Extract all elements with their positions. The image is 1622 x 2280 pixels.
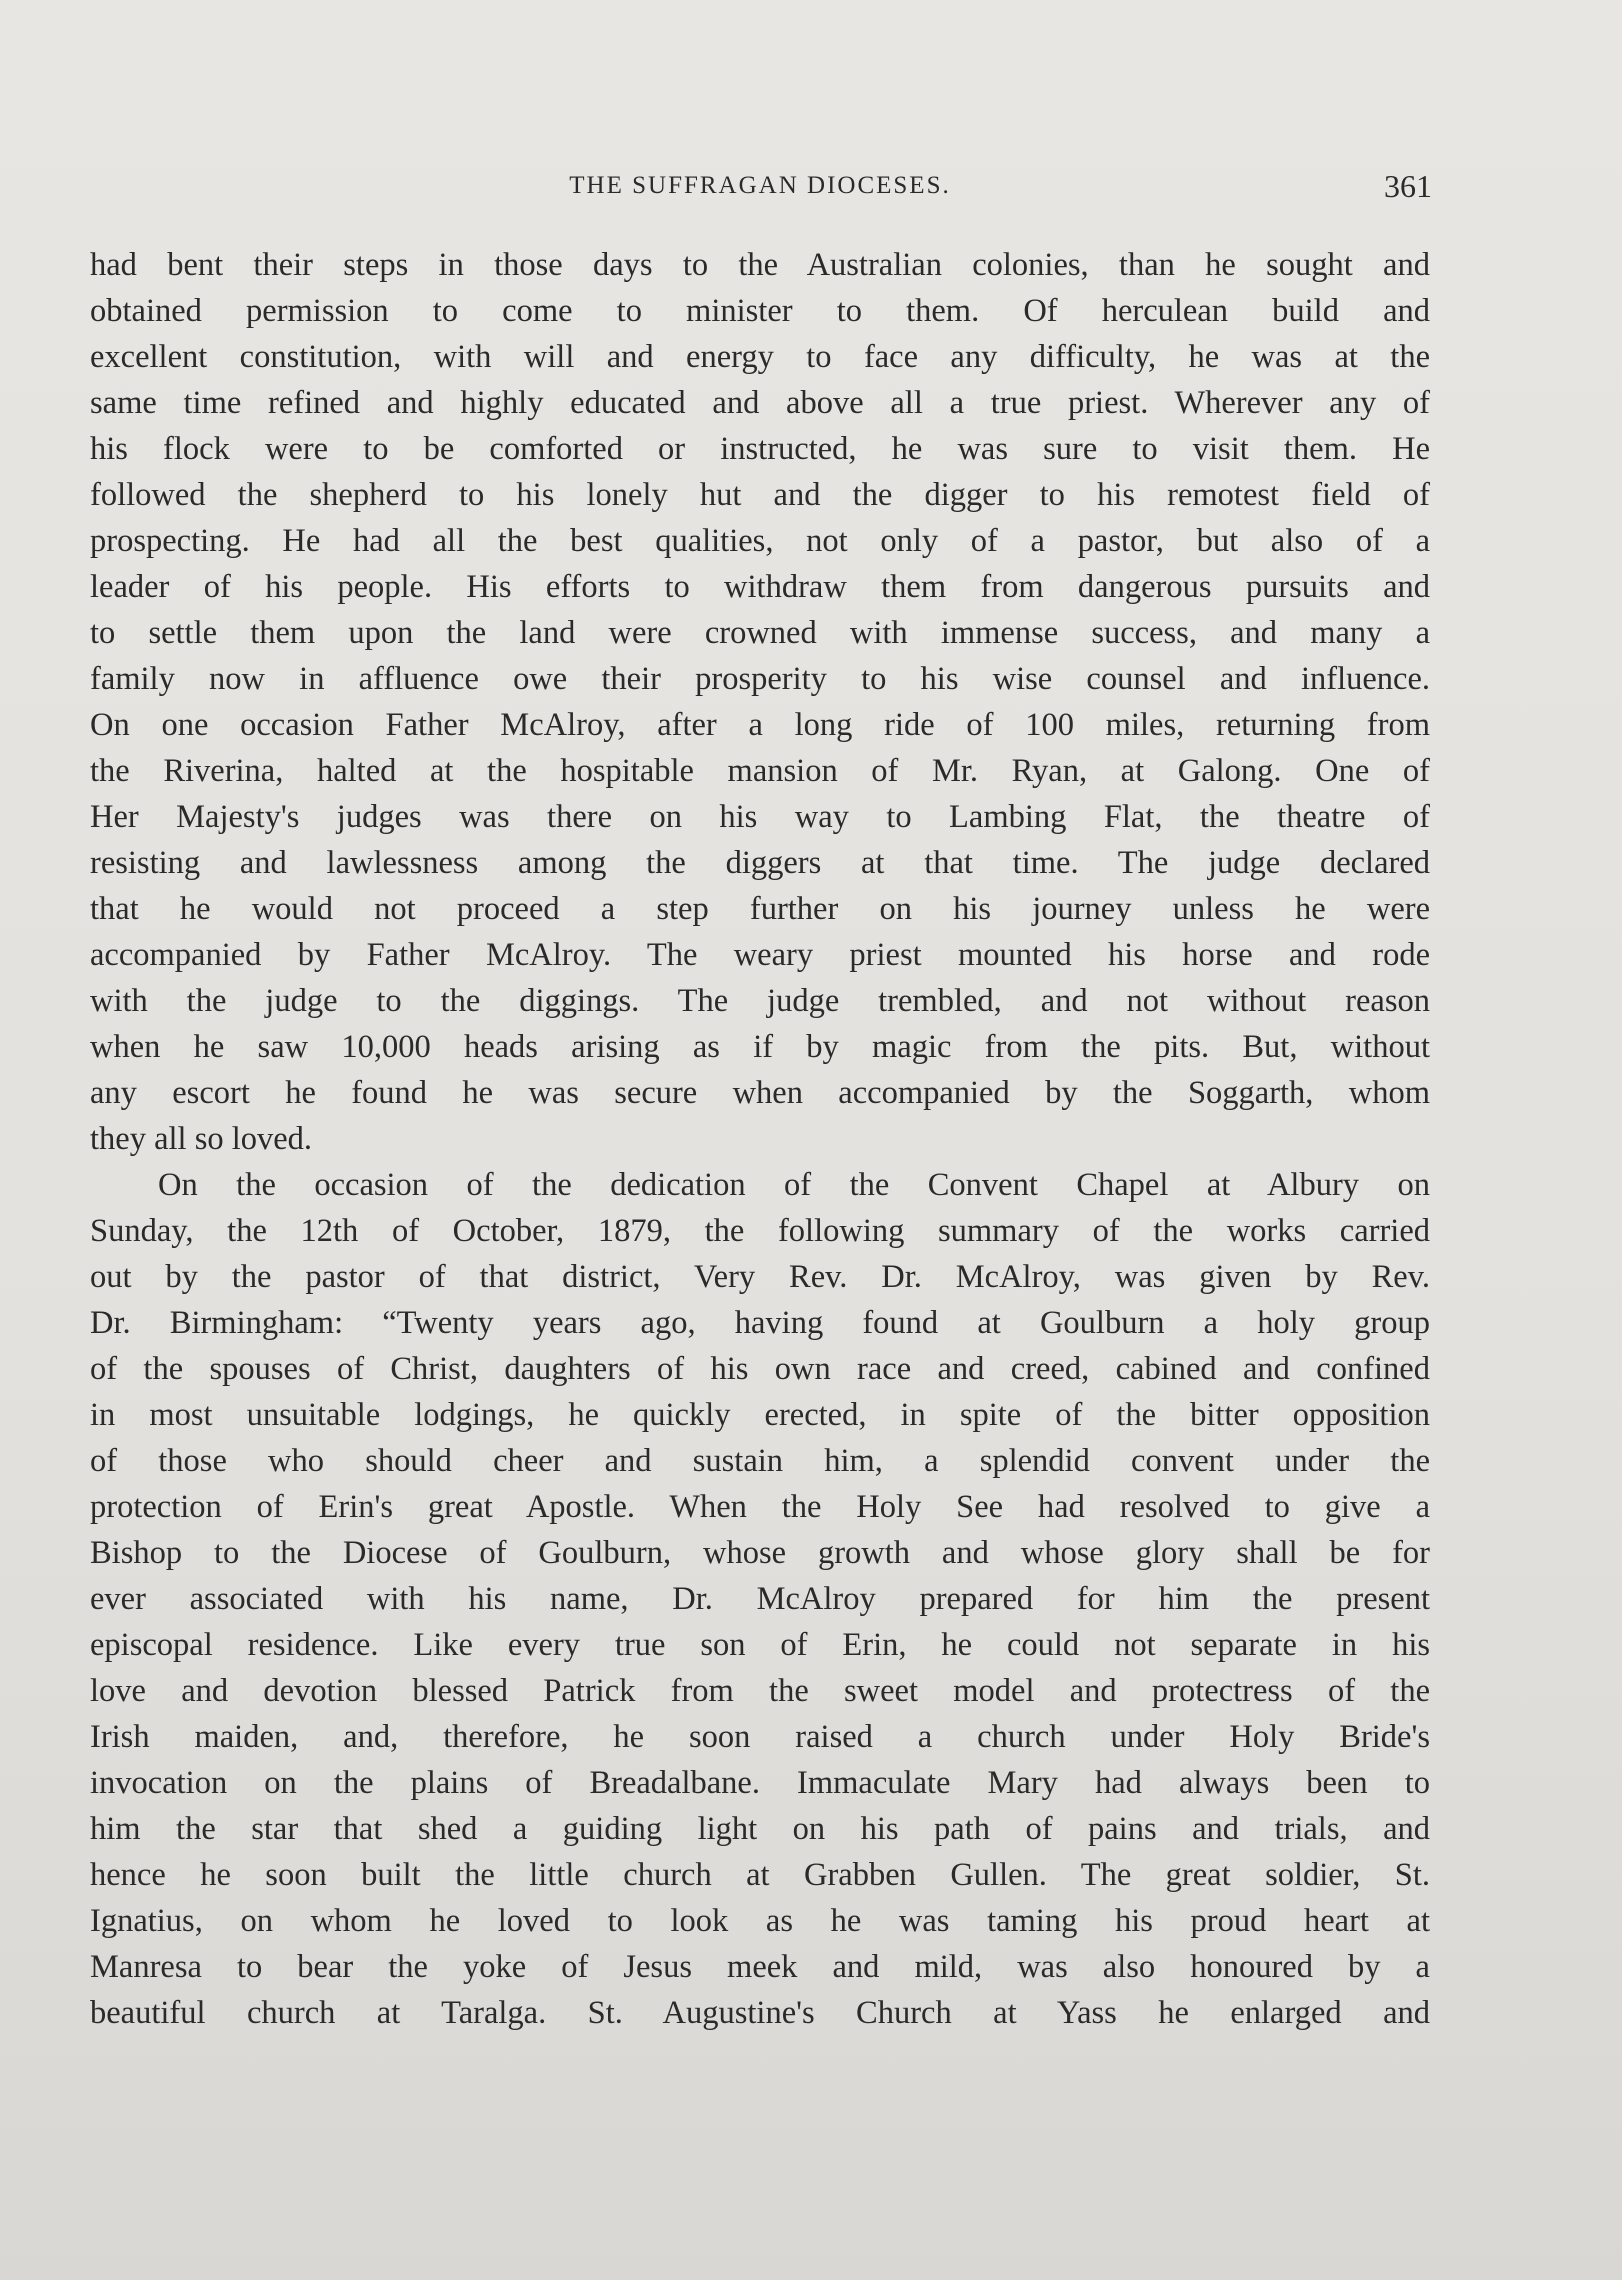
text-line: On one occasion Father McAlroy, after a long ride of 100 miles, returning from [90, 707, 1430, 743]
text-line: Ignatius, on whom he loved to look as he was taming his proud heart at [90, 1903, 1430, 1939]
text-line: when he saw 10,000 heads arising as if by magic from the pits. But, without [90, 1029, 1430, 1065]
text-line: any escort he found he was secure when accompanied by the Soggarth, whom [90, 1075, 1430, 1111]
paragraph-end-line: they all so loved. [90, 1121, 313, 1157]
text-line: resisting and lawlessness among the diggers at that time. The judge declared [90, 845, 1430, 881]
text-line: his flock were to be comforted or instructed, he was sure to visit them. He [90, 431, 1430, 467]
text-line: Her Majesty's judges was there on his way to Lambing Flat, the theatre of [90, 799, 1430, 835]
text-line: episcopal residence. Like every true son of Erin, he could not separate in his [90, 1627, 1430, 1663]
text-line: protection of Erin's great Apostle. When the Holy See had resolved to give a [90, 1489, 1430, 1525]
text-line: leader of his people. His efforts to withdraw them from dangerous pursuits and [90, 569, 1430, 605]
text-line: accompanied by Father McAlroy. The weary priest mounted his horse and rode [90, 937, 1430, 973]
text-line: obtained permission to come to minister to them. Of herculean build and [90, 293, 1430, 329]
text-line: to settle them upon the land were crowned with immense success, and many a [90, 615, 1430, 651]
text-line: invocation on the plains of Breadalbane. Immaculate Mary had always been to [90, 1765, 1430, 1801]
text-line: out by the pastor of that district, Very Rev. Dr. McAlroy, was given by Rev. [90, 1259, 1430, 1295]
text-line: Bishop to the Diocese of Goulburn, whose growth and whose glory shall be for [90, 1535, 1430, 1571]
text-line: Manresa to bear the yoke of Jesus meek and mild, was also honoured by a [90, 1949, 1430, 1985]
text-line: him the star that shed a guiding light on his path of pains and trials, and [90, 1811, 1430, 1847]
page-number: 361 [1384, 168, 1432, 204]
body-text [90, 242, 1430, 2036]
text-line: followed the shepherd to his lonely hut and the digger to his remotest field of [90, 477, 1430, 513]
text-line: in most unsuitable lodgings, he quickly erected, in spite of the bitter opposition [90, 1397, 1430, 1433]
text-line: Sunday, the 12th of October, 1879, the following summary of the works carried [90, 1213, 1430, 1249]
text-line: beautiful church at Taralga. St. Augustine's Church at Yass he enlarged and [90, 1995, 1430, 2031]
paragraph-start-line: On the occasion of the dedication of the Convent Chapel at Albury on [158, 1167, 1430, 1203]
running-title: THE SUFFRAGAN DIOCESES. [569, 172, 951, 199]
text-line: Dr. Birmingham: “Twenty years ago, having found at Goulburn a holy group [90, 1305, 1430, 1341]
text-line: same time refined and highly educated and above all a true priest. Wherever any of [90, 385, 1430, 421]
text-line: prospecting. He had all the best qualities, not only of a pastor, but also of a [90, 523, 1430, 559]
text-line: love and devotion blessed Patrick from the sweet model and protectress of the [90, 1673, 1430, 1709]
text-line: had bent their steps in those days to the Australian colonies, than he sought and [90, 247, 1430, 283]
text-line: of those who should cheer and sustain him, a splendid convent under the [90, 1443, 1430, 1479]
text-line: that he would not proceed a step further on his journey unless he were [90, 891, 1430, 927]
text-line: the Riverina, halted at the hospitable mansion of Mr. Ryan, at Galong. One of [90, 753, 1430, 789]
text-line: with the judge to the diggings. The judge trembled, and not without reason [90, 983, 1430, 1019]
text-line: family now in affluence owe their prosperity to his wise counsel and influence. [90, 661, 1430, 697]
running-head [90, 168, 1430, 208]
text-line: Irish maiden, and, therefore, he soon raised a church under Holy Bride's [90, 1719, 1430, 1755]
text-line: ever associated with his name, Dr. McAlroy prepared for him the present [90, 1581, 1430, 1617]
text-line: of the spouses of Christ, daughters of his own race and creed, cabined and confined [90, 1351, 1430, 1387]
text-line: hence he soon built the little church at Grabben Gullen. The great soldier, St. [90, 1857, 1430, 1893]
text-line: excellent constitution, with will and energy to face any difficulty, he was at the [90, 339, 1430, 375]
